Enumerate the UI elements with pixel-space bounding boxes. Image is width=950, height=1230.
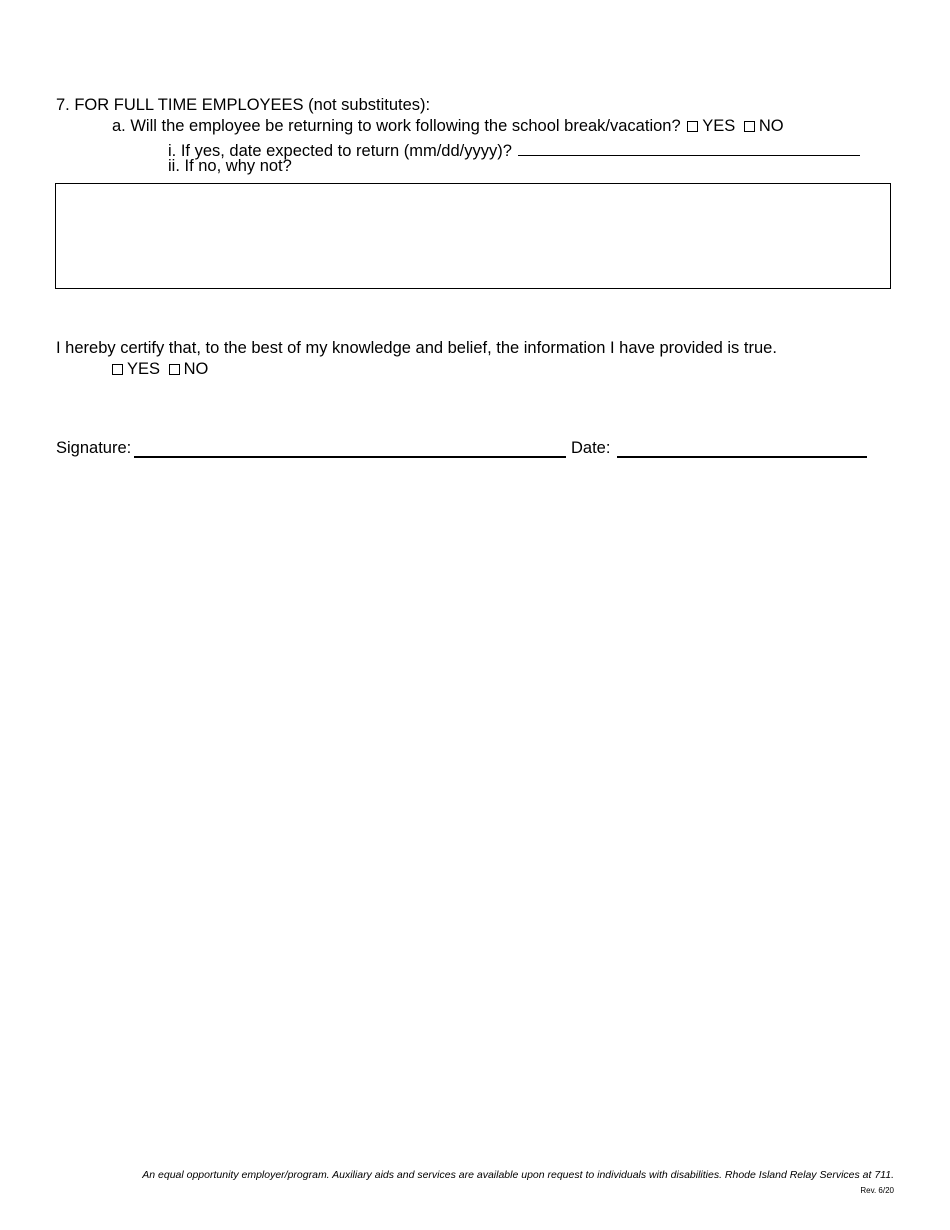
certification-yes-label: YES <box>127 360 161 378</box>
footer-notice: An equal opportunity employer/program. Auxiliary aids and services are available upon request to individuals with disabilities. Rhode Island Relay Services at 711. <box>142 1169 894 1181</box>
question-7a-yes-label: YES <box>702 117 736 135</box>
question-7a-i-text: i. If yes, date expected to return (mm/dd/yyyy)? <box>168 142 512 160</box>
certification-yes-option[interactable] <box>112 360 160 379</box>
question-7a-no-checkbox[interactable] <box>744 121 755 132</box>
question-7a-yes-checkbox[interactable] <box>687 121 698 132</box>
certification-no-checkbox[interactable] <box>169 364 180 375</box>
certification-options <box>112 360 210 379</box>
question-7-title: 7. FOR FULL TIME EMPLOYEES (not substitutes): <box>56 96 431 114</box>
certification-no-label: NO <box>183 360 209 378</box>
date-label: Date: <box>571 439 611 457</box>
certification-yes-checkbox[interactable] <box>112 364 123 375</box>
question-7a <box>112 117 786 136</box>
signature-field[interactable] <box>134 456 566 458</box>
signature-label: Signature: <box>56 439 132 457</box>
certification-statement: I hereby certify that, to the best of my knowledge and belief, the information I have provided is true. <box>56 339 777 357</box>
why-not-textbox[interactable] <box>55 183 891 289</box>
return-date-field[interactable] <box>518 138 860 156</box>
question-7a-no-label: NO <box>758 117 784 135</box>
question-7a-text: a. Will the employee be returning to work following the school break/vacation? <box>112 117 681 135</box>
question-7a-ii-text: ii. If no, why not? <box>168 157 292 175</box>
certification-no-option[interactable] <box>167 360 209 379</box>
question-7a-no-option[interactable] <box>742 117 784 136</box>
signature-date-field[interactable] <box>617 456 867 458</box>
revision-label: Rev. 6/20 <box>860 1186 894 1195</box>
question-7a-yes-option[interactable] <box>685 117 735 136</box>
